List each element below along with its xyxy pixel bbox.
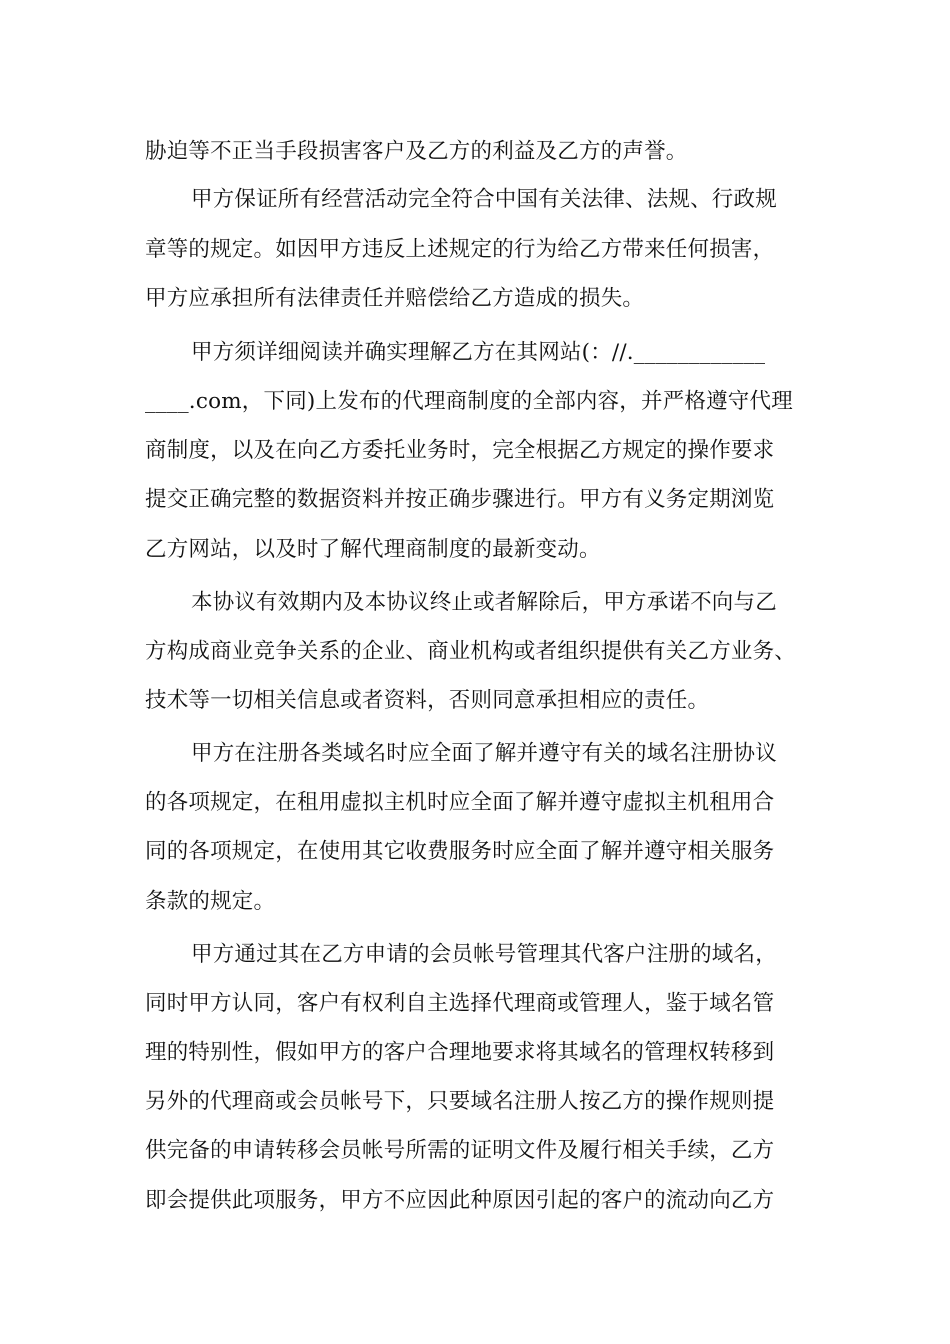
- text-line: 胁迫等不正当手段损害客户及乙方的利益及乙方的声誉。: [145, 139, 688, 164]
- text-line: 同时甲方认同，客户有权利自主选择代理商或管理人，鉴于域名管: [145, 991, 775, 1016]
- text-line: 条款的规定。: [145, 889, 276, 914]
- text-line: 方构成商业竞争关系的企业、商业机构或者组织提供有关乙方业务、: [145, 639, 797, 664]
- text-line: 技术等一切相关信息或者资料，否则同意承担相应的责任。: [145, 688, 710, 713]
- text-line: 的各项规定，在租用虚拟主机时应全面了解并遵守虚拟主机租用合: [145, 790, 775, 815]
- text-line: 乙方网站，以及时了解代理商制度的最新变动。: [145, 537, 601, 562]
- text-line: 供完备的申请转移会员帐号所需的证明文件及履行相关手续，乙方: [145, 1138, 775, 1163]
- text-line: 甲方通过其在乙方申请的会员帐号管理其代客户注册的域名，: [191, 942, 777, 967]
- text-line: 甲方在注册各类域名时应全面了解并遵守有关的域名注册协议: [191, 741, 777, 766]
- text-line: 即会提供此项服务，甲方不应因此种原因引起的客户的流动向乙方: [145, 1188, 775, 1213]
- text-line: 另外的代理商或会员帐号下，只要域名注册人按乙方的操作规则提: [145, 1089, 775, 1114]
- text-line: 甲方须详细阅读并确实理解乙方在其网站(：//.____________: [191, 340, 766, 365]
- text-line: 商制度，以及在向乙方委托业务时，完全根据乙方规定的操作要求: [145, 438, 775, 463]
- text-line: 甲方应承担所有法律责任并赔偿给乙方造成的损失。: [145, 286, 645, 311]
- text-line: 本协议有效期内及本协议终止或者解除后，甲方承诺不向与乙: [191, 590, 777, 615]
- text-line: 甲方保证所有经营活动完全符合中国有关法律、法规、行政规: [191, 187, 777, 212]
- text-line: ____.com，下同)上发布的代理商制度的全部内容，并严格遵守代理: [145, 389, 793, 414]
- text-line: 提交正确完整的数据资料并按正确步骤进行。甲方有义务定期浏览: [145, 487, 775, 512]
- text-line: 同的各项规定，在使用其它收费服务时应全面了解并遵守相关服务: [145, 839, 775, 864]
- text-line: 理的特别性，假如甲方的客户合理地要求将其域名的管理权转移到: [145, 1040, 775, 1065]
- text-line: 章等的规定。如因甲方违反上述规定的行为给乙方带来任何损害，: [145, 237, 775, 262]
